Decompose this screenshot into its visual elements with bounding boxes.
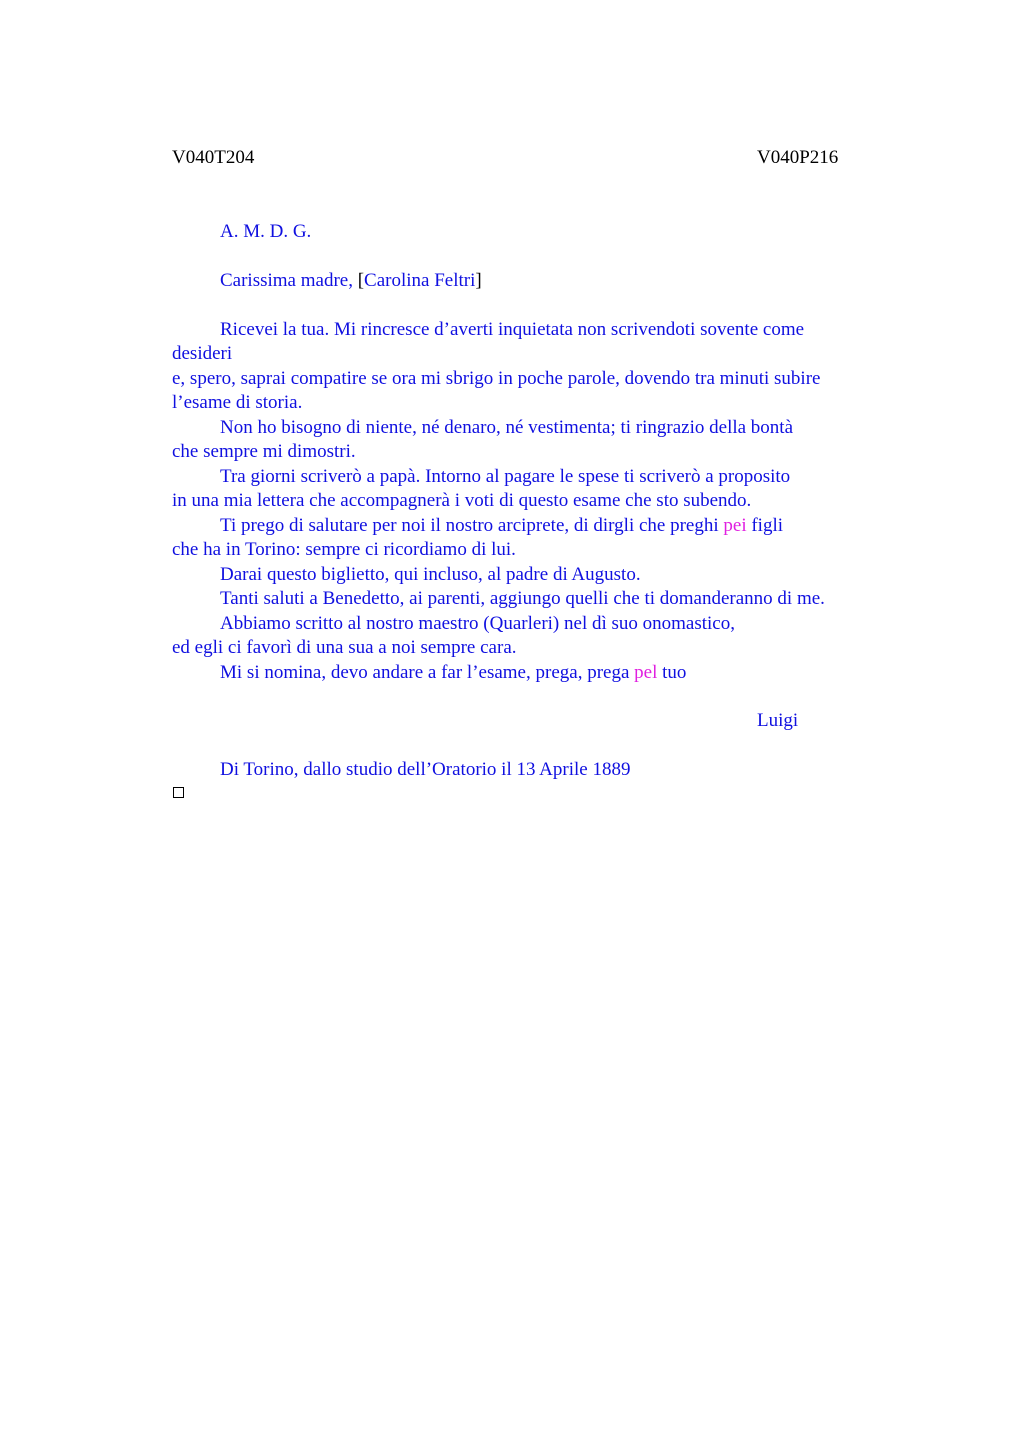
- salutation-name: Carolina Feltri: [364, 270, 476, 291]
- highlighted-word: pei: [723, 515, 747, 536]
- bracket-open: [: [357, 270, 365, 291]
- salutation-prefix: Carissima madre,: [220, 270, 358, 291]
- closing-dateline: Di Torino, dallo studio dell’Oratorio il 13 Aprile 1889: [220, 759, 631, 780]
- body-line: ed egli ci favorì di una sua a noi sempre cara.: [172, 637, 517, 658]
- body-text: Ti prego di salutare per noi il nostro arciprete, di dirgli che preghi: [220, 515, 724, 536]
- body-line: Darai questo biglietto, qui incluso, al padre di Augusto.: [220, 564, 641, 585]
- body-line: [220, 514, 783, 538]
- invocation: A. M. D. G.: [220, 221, 312, 242]
- body-line: e, spero, saprai compatire se ora mi sbrigo in poche parole, dovendo tra minuti subire: [172, 368, 821, 389]
- body-line: desideri: [172, 343, 233, 364]
- body-line: Ricevei la tua. Mi rincresce d’averti inquietata non scrivendoti sovente come: [220, 319, 805, 340]
- document-code-right: V040P216: [757, 147, 839, 168]
- body-line: l’esame di storia.: [172, 392, 303, 413]
- body-text: Mi si nomina, devo andare a far l’esame, prega, prega: [220, 662, 635, 683]
- highlighted-word: pel: [634, 662, 658, 683]
- bracket-close: ]: [475, 270, 482, 291]
- end-marker-square: [173, 787, 184, 798]
- body-line: che ha in Torino: sempre ci ricordiamo di lui.: [172, 539, 516, 560]
- body-line: Non ho bisogno di niente, né denaro, né vestimenta; ti ringrazio della bontà: [220, 417, 794, 438]
- body-text: figli: [746, 515, 784, 536]
- body-text: tuo: [657, 662, 687, 683]
- body-line: Tanti saluti a Benedetto, ai parenti, aggiungo quelli che ti domanderanno di me.: [220, 588, 825, 609]
- body-line: Abbiamo scritto al nostro maestro (Quarleri) nel dì suo onomastico,: [220, 613, 735, 634]
- salutation: [220, 269, 482, 293]
- document-code-left: V040T204: [172, 147, 255, 168]
- body-line: [220, 661, 686, 685]
- body-line: che sempre mi dimostri.: [172, 441, 356, 462]
- body-line: in una mia lettera che accompagnerà i voti di questo esame che sto subendo.: [172, 490, 752, 511]
- signature: Luigi: [757, 710, 799, 731]
- body-line: Tra giorni scriverò a papà. Intorno al pagare le spese ti scriverò a proposito: [220, 466, 791, 487]
